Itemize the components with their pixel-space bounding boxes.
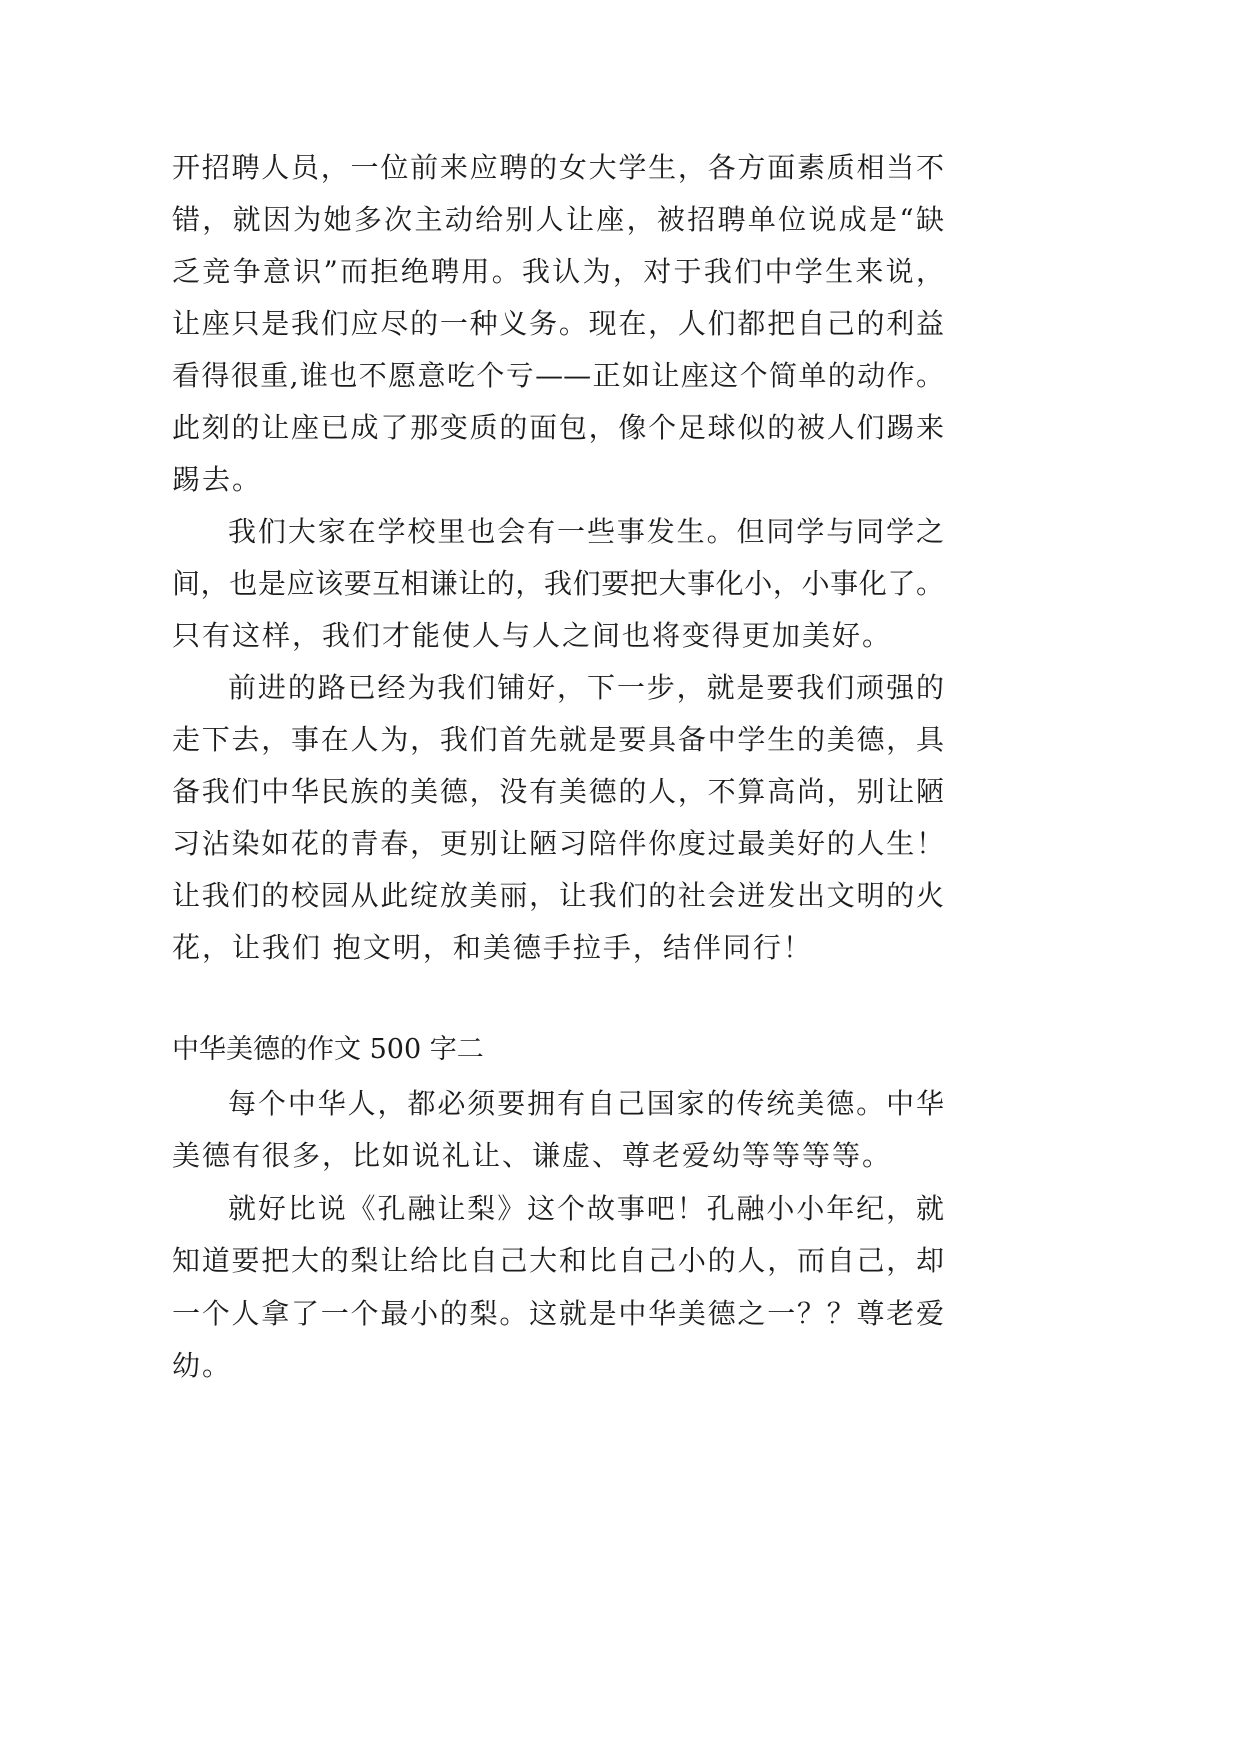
text-line: 开招聘人员，一位前来应聘的女大学生，各方面素质相当不 [172, 151, 944, 184]
text-line: 只有这样，我们才能使人与人之间也将变得更加美好。 [172, 619, 893, 652]
section-heading-block [172, 1024, 944, 1076]
text-line: 就好比说《孔融让梨》这个故事吧！孔融小小年纪，就 [228, 1191, 944, 1225]
paragraph [172, 506, 944, 662]
text-line: 此刻的让座已成了那变质的面包，像个足球似的被人们踢来 [172, 411, 944, 444]
paragraph [172, 1183, 944, 1393]
text-line: 前进的路已经为我们铺好，下一步，就是要我们顽强的 [228, 671, 944, 704]
paragraph [172, 1078, 944, 1183]
body-text-part-1 [172, 142, 944, 974]
text-line: 让我们的校园从此绽放美丽，让我们的社会迸发出文明的火 [172, 879, 944, 912]
text-line: 间，也是应该要互相谦让的，我们要把大事化小，小事化了。 [172, 567, 944, 600]
text-line: 美德有很多，比如说礼让、谦虚、尊老爱幼等等等等。 [172, 1139, 893, 1173]
paragraph [172, 142, 944, 506]
text-line: 错，就因为她多次主动给别人让座，被招聘单位说成是“缺 [172, 203, 944, 236]
text-line: 踢去。 [172, 463, 263, 496]
text-line: 知道要把大的梨让给比自己大和比自己小的人，而自己，却 [172, 1244, 944, 1278]
text-line: 备我们中华民族的美德，没有美德的人，不算高尚，别让陋 [172, 775, 944, 808]
text-line: 幼。 [172, 1348, 233, 1382]
body-text-part-2 [172, 1078, 944, 1392]
text-line: 习沾染如花的青春，更别让陋习陪伴你度过最美好的人生！ [172, 827, 944, 860]
paragraph [172, 662, 944, 974]
text-line: 花，让我们 抱文明，和美德手拉手，结伴同行！ [172, 931, 813, 964]
text-line: 看得很重,谁也不愿意吃个亏——正如让座这个简单的动作。 [172, 359, 944, 392]
text-line: 一个人拿了一个最小的梨。这就是中华美德之一？？尊老爱 [172, 1296, 944, 1330]
text-line: 乏竞争意识”而拒绝聘用。我认为，对于我们中学生来说， [172, 255, 944, 288]
section-heading: 中华美德的作文 500 字二 [172, 1034, 484, 1065]
text-line: 我们大家在学校里也会有一些事发生。但同学与同学之 [228, 515, 944, 548]
text-line: 走下去，事在人为，我们首先就是要具备中学生的美德，具 [172, 723, 944, 756]
text-line: 让座只是我们应尽的一种义务。现在，人们都把自己的利益 [172, 307, 944, 340]
text-line: 每个中华人，都必须要拥有自己国家的传统美德。中华 [228, 1087, 944, 1120]
